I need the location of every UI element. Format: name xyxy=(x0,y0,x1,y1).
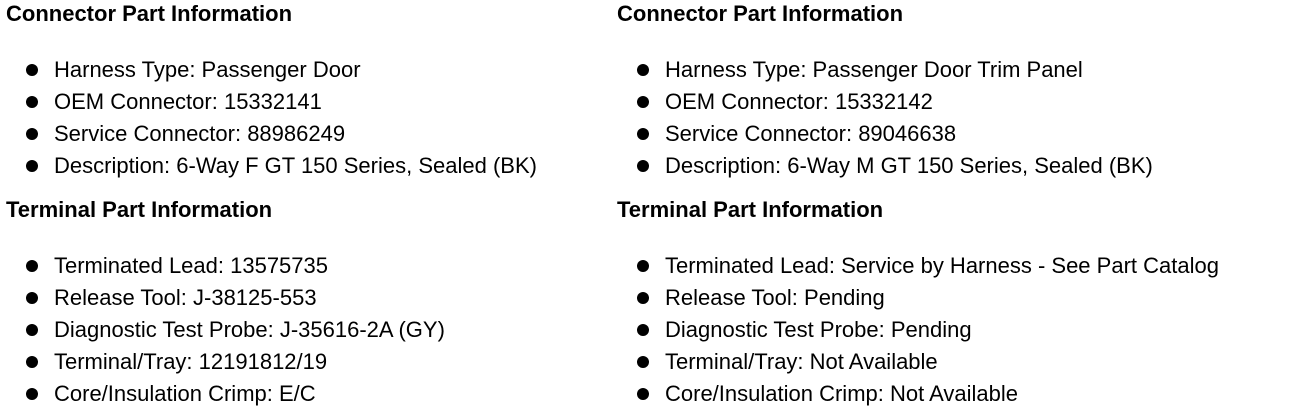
list-item xyxy=(6,118,537,150)
bullet-icon xyxy=(637,260,649,272)
bullet-icon xyxy=(637,160,649,172)
connector-part-list xyxy=(617,54,1153,182)
list-item xyxy=(6,86,537,118)
list-item xyxy=(6,250,445,282)
bullet-icon xyxy=(637,388,649,400)
terminal-part-heading: Terminal Part Information xyxy=(6,197,273,222)
description-text: Description: 6-Way F GT 150 Series, Sealed (BK) xyxy=(54,153,537,178)
oem-connector-text: OEM Connector: 15332142 xyxy=(665,89,933,114)
list-item xyxy=(617,118,1153,150)
bullet-icon xyxy=(26,128,38,140)
harness-type-text: Harness Type: Passenger Door Trim Panel xyxy=(665,57,1083,82)
bullet-icon xyxy=(637,64,649,76)
list-item xyxy=(617,314,1219,346)
list-item xyxy=(617,54,1153,86)
list-item xyxy=(617,150,1153,182)
bullet-icon xyxy=(637,96,649,108)
bullet-icon xyxy=(26,356,38,368)
release-tool-text: Release Tool: Pending xyxy=(665,285,885,310)
diagnostic-test-probe-text: Diagnostic Test Probe: Pending xyxy=(665,317,972,342)
terminal-part-list xyxy=(6,250,445,410)
harness-type-text: Harness Type: Passenger Door xyxy=(54,57,361,82)
terminated-lead-text: Terminated Lead: Service by Harness - See Part Catalog xyxy=(665,253,1219,278)
list-item xyxy=(617,86,1153,118)
bullet-icon xyxy=(26,160,38,172)
diagnostic-test-probe-text: Diagnostic Test Probe: J-35616-2A (GY) xyxy=(54,317,445,342)
list-item xyxy=(6,378,445,410)
list-item xyxy=(6,150,537,182)
core-insulation-crimp-text: Core/Insulation Crimp: E/C xyxy=(54,381,316,406)
list-item xyxy=(617,346,1219,378)
terminal-tray-text: Terminal/Tray: Not Available xyxy=(665,349,938,374)
connector-part-heading: Connector Part Information xyxy=(617,1,904,26)
connector-part-list xyxy=(6,54,537,182)
bullet-icon xyxy=(26,96,38,108)
list-item xyxy=(617,250,1219,282)
bullet-icon xyxy=(26,388,38,400)
list-item xyxy=(617,282,1219,314)
bullet-icon xyxy=(26,292,38,304)
description-text: Description: 6-Way M GT 150 Series, Sealed (BK) xyxy=(665,153,1153,178)
list-item xyxy=(617,378,1219,410)
list-item xyxy=(6,54,537,86)
release-tool-text: Release Tool: J-38125-553 xyxy=(54,285,317,310)
terminal-part-heading: Terminal Part Information xyxy=(617,197,884,222)
bullet-icon xyxy=(26,64,38,76)
bullet-icon xyxy=(637,292,649,304)
list-item xyxy=(6,314,445,346)
terminal-part-list xyxy=(617,250,1219,410)
bullet-icon xyxy=(637,128,649,140)
service-connector-text: Service Connector: 89046638 xyxy=(665,121,957,146)
bullet-icon xyxy=(26,260,38,272)
bullet-icon xyxy=(637,356,649,368)
list-item xyxy=(6,346,445,378)
bullet-icon xyxy=(637,324,649,336)
terminal-tray-text: Terminal/Tray: 12191812/19 xyxy=(54,349,328,374)
bullet-icon xyxy=(26,324,38,336)
list-item xyxy=(6,282,445,314)
connector-part-heading: Connector Part Information xyxy=(6,1,293,26)
oem-connector-text: OEM Connector: 15332141 xyxy=(54,89,322,114)
core-insulation-crimp-text: Core/Insulation Crimp: Not Available xyxy=(665,381,1018,406)
terminated-lead-text: Terminated Lead: 13575735 xyxy=(54,253,328,278)
service-connector-text: Service Connector: 88986249 xyxy=(54,121,346,146)
